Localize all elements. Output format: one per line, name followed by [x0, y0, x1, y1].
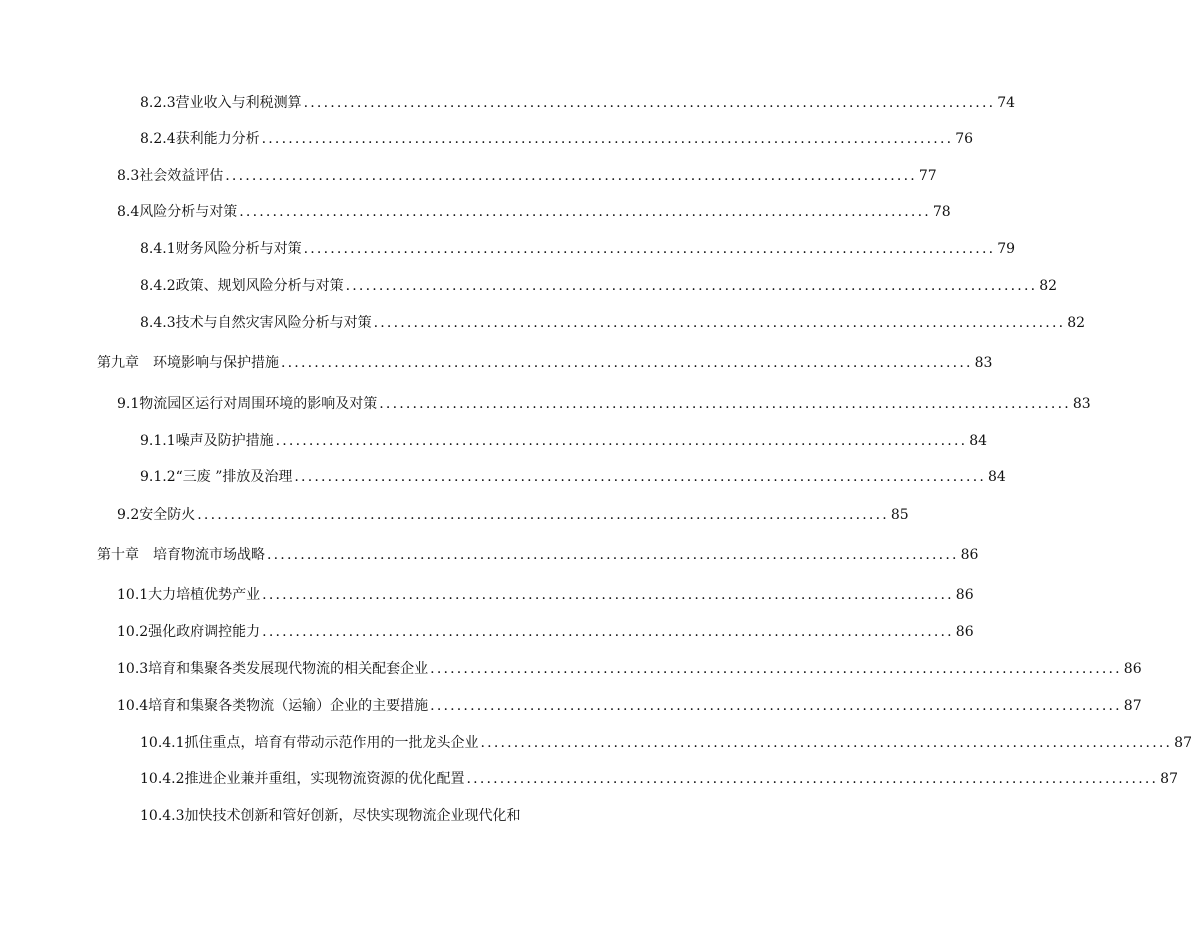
toc-entry-title: 9.1物流园区运行对周围环境的影响及对策	[117, 396, 378, 412]
toc-entry	[0, 580, 974, 604]
toc-entry-title: 第九章 环境影响与保护措施	[97, 355, 279, 371]
toc-entry	[0, 308, 1086, 332]
toc-entry	[0, 462, 1006, 486]
toc-entry	[0, 426, 988, 450]
toc-page-number: 82	[1067, 315, 1086, 331]
toc-entry	[0, 617, 974, 641]
toc-leader: ........................................................................................................	[275, 433, 968, 449]
toc-page-number: 83	[1072, 396, 1091, 412]
toc-entry	[0, 801, 662, 825]
toc-entry-title: 10.4.3加快技术创新和管好创新，尽快实现物流企业现代化和	[140, 808, 521, 824]
toc-page-number: 84	[969, 433, 988, 449]
toc-leader: ........................................................................................................	[267, 547, 959, 563]
toc-entry	[0, 389, 1091, 413]
toc-chapter-entry	[0, 540, 979, 564]
toc-leader: ........................................................................................................	[379, 396, 1071, 412]
toc-leader: ........................................................................................................	[294, 469, 987, 485]
toc-entry	[0, 728, 1192, 752]
toc-entry-title: 9.2安全防火	[117, 507, 196, 523]
toc-entry-title: 10.4.1抓住重点，培育有带动示范作用的一批龙头企业	[140, 735, 479, 751]
toc-leader: ........................................................................................................	[262, 587, 954, 603]
toc-entry	[0, 124, 974, 148]
toc-leader: ........................................................................................................	[373, 315, 1066, 331]
toc-entry	[0, 654, 1142, 678]
toc-entry-title: 9.1.2“三废 ”排放及治理	[140, 469, 293, 485]
toc-entry-title: 10.4.2推进企业兼并重组，实现物流资源的优化配置	[140, 771, 465, 787]
toc-leader: ........................................................................................................	[303, 95, 996, 111]
toc-entry-title: 10.3培育和集聚各类发展现代物流的相关配套企业	[117, 661, 429, 677]
toc-entry-title: 8.4.1财务风险分析与对策	[140, 241, 302, 257]
toc-entry	[0, 500, 909, 524]
toc-entry-title: 10.4培育和集聚各类物流（运输）企业的主要措施	[117, 698, 429, 714]
toc-leader: ........................................................................................................	[480, 735, 1173, 751]
toc-entry-title: 第十章 培育物流市场战略	[97, 547, 265, 563]
toc-page-number: 86	[1123, 661, 1142, 677]
toc-page-number: 82	[1039, 278, 1058, 294]
toc-page-number: 74	[997, 95, 1016, 111]
toc-page-number: 76	[955, 131, 974, 147]
toc-entry	[0, 271, 1058, 295]
toc-entry	[0, 234, 1016, 258]
toc-entry-title: 9.1.1噪声及防护措施	[140, 433, 274, 449]
toc-page-number: 86	[955, 587, 974, 603]
toc-page-number: 84	[988, 469, 1006, 485]
toc-page-number: 87	[1123, 698, 1142, 714]
toc-page-number: 87	[1160, 771, 1178, 787]
toc-entry-title: 8.2.4获利能力分析	[140, 131, 260, 147]
toc-leader: ........................................................................................................	[345, 278, 1038, 294]
toc-page-number: 83	[974, 355, 993, 371]
toc-leader: ........................................................................................................	[225, 168, 917, 184]
toc-entry-title: 8.4风险分析与对策	[117, 204, 238, 220]
toc-entry	[0, 691, 1142, 715]
toc-leader: ........................................................................................................	[430, 661, 1122, 677]
toc-entry	[0, 88, 1016, 112]
toc-entry-title: 10.1大力培植优势产业	[117, 587, 261, 603]
toc-entry	[0, 764, 1178, 788]
toc-page-number: 78	[932, 204, 951, 220]
toc-page-number: 86	[960, 547, 979, 563]
toc-entry-title: 8.4.2政策、规划风险分析与对策	[140, 278, 344, 294]
toc-page-number: 87	[1174, 735, 1192, 751]
toc-entry-title: 10.2强化政府调控能力	[117, 624, 261, 640]
toc-entry	[0, 161, 937, 185]
toc-page-number: 86	[955, 624, 974, 640]
toc-leader: ........................................................................................................	[262, 624, 954, 640]
toc-page-number: 85	[890, 507, 909, 523]
toc-page-number: 79	[997, 241, 1016, 257]
toc-leader: ........................................................................................................	[261, 131, 954, 147]
toc-page-number: 77	[918, 168, 937, 184]
toc-leader: ........................................................................................................	[466, 771, 1159, 787]
toc-entry-title: 8.2.3营业收入与利税测算	[140, 95, 302, 111]
toc-leader: ........................................................................................................	[281, 355, 973, 371]
toc-entry-title: 8.3社会效益评估	[117, 168, 224, 184]
toc-leader: ........................................................................................................	[430, 698, 1122, 714]
toc-leader: ........................................................................................................	[197, 507, 889, 523]
toc-entry-title: 8.4.3技术与自然灾害风险分析与对策	[140, 315, 372, 331]
toc-entry	[0, 197, 951, 221]
toc-leader: ........................................................................................................	[239, 204, 931, 220]
toc-chapter-entry	[0, 348, 993, 372]
toc-leader: ........................................................................................................	[303, 241, 996, 257]
